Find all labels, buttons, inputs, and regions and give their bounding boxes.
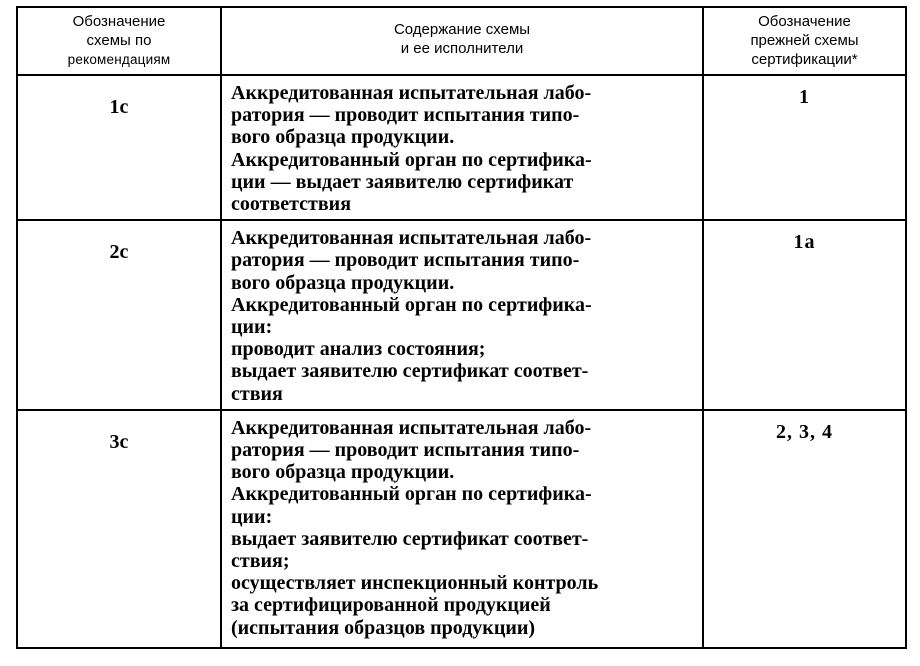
scheme-code: 1с: [109, 96, 129, 118]
content-line: Аккредитованный орган по сертифика-: [231, 483, 592, 506]
content-line: вого образца продукции.: [231, 461, 455, 484]
scheme-content-cell: [221, 75, 703, 220]
scheme-code: 3с: [109, 430, 129, 453]
content-line: проводит анализ состояния;: [231, 338, 486, 361]
table-row: [17, 75, 906, 220]
scheme-code-cell: [17, 220, 221, 410]
scheme-content-cell: [221, 220, 703, 410]
previous-scheme-cell: [703, 220, 906, 410]
content-line: ствия: [231, 382, 283, 405]
table-header-row: [17, 7, 906, 75]
header-line: прежней схемы: [750, 32, 859, 49]
content-line: ратория — проводит испытания типо-: [231, 439, 580, 462]
header-line: Обозначение: [758, 13, 851, 30]
content-line: Аккредитованный орган по сертифика-: [231, 293, 592, 316]
content-line: ратория — проводит испытания типо-: [231, 249, 580, 272]
scheme-code-cell: [17, 410, 221, 648]
content-line: вого образца продукции.: [231, 126, 455, 149]
header-line: схемы по: [86, 32, 152, 49]
content-line: Аккредитованная испытательная лабо-: [231, 227, 592, 250]
scheme-code: 2с: [109, 241, 129, 264]
content-line: ции:: [231, 505, 273, 528]
content-line: Аккредитованная испытательная лабо-: [231, 82, 592, 104]
previous-scheme-cell: [703, 410, 906, 648]
content-line: выдает заявителю сертификат соответ-: [231, 360, 589, 383]
previous-scheme: 2, 3, 4: [776, 420, 833, 443]
header-line: и ее исполнители: [400, 40, 524, 57]
content-line: выдает заявителю сертификат соответ-: [231, 527, 589, 550]
content-line: ратория — проводит испытания типо-: [231, 104, 580, 127]
scheme-content-cell: [221, 410, 703, 648]
header-line: рекомендациям: [67, 52, 171, 67]
header-scheme-code: [17, 7, 221, 75]
header-previous-scheme: [703, 7, 906, 75]
content-line: Аккредитованная испытательная лабо-: [231, 416, 592, 439]
content-line: Аккредитованный орган по сертифика-: [231, 148, 592, 171]
previous-scheme: 1а: [793, 231, 816, 254]
table-row: [17, 220, 906, 410]
content-line: ции:: [231, 316, 273, 339]
scheme-code-cell: [17, 75, 221, 220]
previous-scheme: 1: [799, 86, 810, 108]
content-line: ции — выдает заявителю сертификат: [231, 170, 574, 193]
header-line: Содержание схемы: [393, 21, 531, 38]
content-line: вого образца продукции.: [231, 271, 455, 294]
content-line: за сертифицированной продукцией: [231, 594, 551, 617]
header-line: Обозначение: [72, 13, 166, 30]
content-line: ствия;: [231, 550, 290, 573]
header-line: сертификации*: [751, 51, 858, 68]
previous-scheme-cell: [703, 75, 906, 220]
content-line: (испытания образцов продукции): [231, 616, 536, 639]
certification-schemes-table: [16, 6, 907, 649]
header-scheme-content: [221, 7, 703, 75]
content-line: осуществляет инспекционный контроль: [231, 572, 599, 595]
content-line: соответствия: [231, 193, 352, 216]
table-row: [17, 410, 906, 648]
